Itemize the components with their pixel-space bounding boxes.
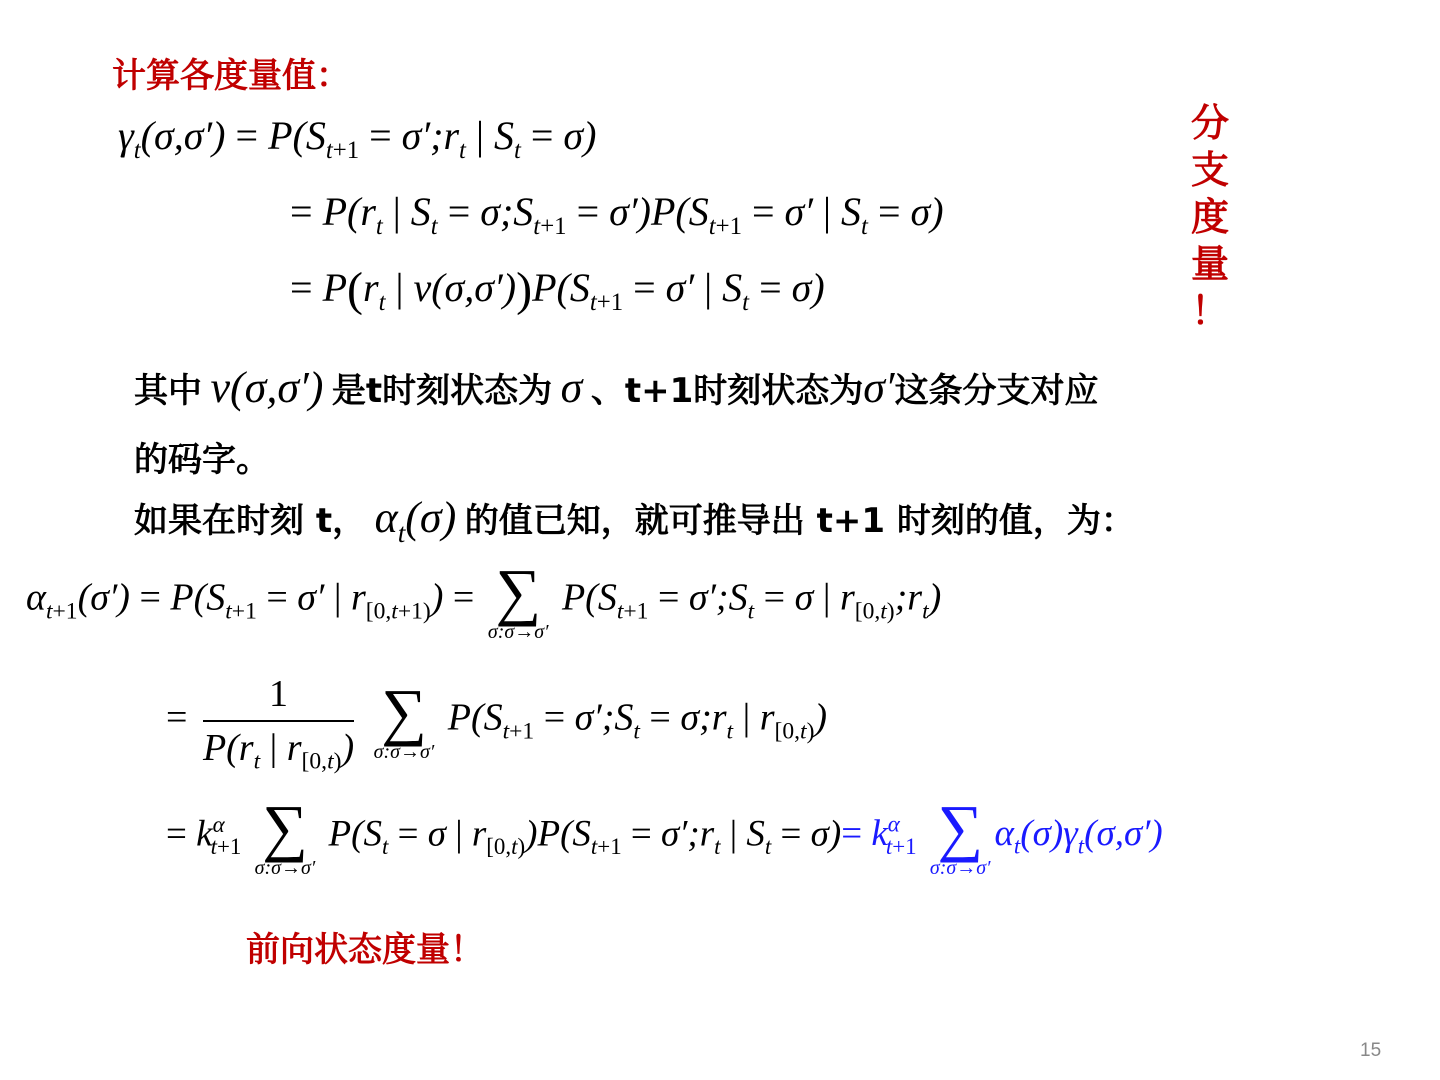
alpha-recursion-result: = $k^\alpha_{t+1}$ ∑ σ:σ→σ′ $\alpha_t(\sigma)\gamma_t(\sigma,\sigma')$ <box>841 792 1163 879</box>
summation-symbol: ∑ σ:σ→σ′ <box>929 792 991 879</box>
gamma-equation-line-3: = $P(r_t$ | $v(\sigma,\sigma'))P(S_{t+1} = \sigma'$ | $S_t = \sigma$) <box>290 263 825 316</box>
para1-prefix: 其中 <box>134 371 202 411</box>
summation-limit: σ:σ→σ′ <box>254 857 316 879</box>
branch-metric-char: ！ <box>1190 289 1229 333</box>
summation-limit: σ:σ→σ′ <box>929 857 991 879</box>
paragraph-codeword-line-2: 的码字。 <box>134 440 270 480</box>
page-number: 15 <box>1360 1040 1382 1061</box>
branch-metric-char: 度 <box>1190 195 1229 239</box>
summation-symbol: ∑ σ:σ→σ′ <box>254 792 316 879</box>
summation-limit: σ:σ→σ′ <box>487 621 549 643</box>
gamma-equation-line-1: $\gamma_t(\sigma,\sigma') = P(S_{t+1}$ = $\sigma';r_t$ | $S_t = \sigma$) <box>118 113 597 164</box>
branch-metric-char: 量 <box>1190 242 1229 286</box>
slide-heading: 计算各度量值： <box>112 56 350 96</box>
para1-mid1: 是t时刻状态为 <box>331 371 553 411</box>
para2-suffix: 的值已知，就可推导出 t+1 时刻的值，为： <box>464 501 1135 541</box>
alpha-equation-line-2: = $\frac{1}{P(r_t | r_{[0,t)})}$ ∑ σ:σ→σ′ $P(S_{t+1}$ = $\sigma';S_t$ = $\sigma;r_t$ | $r_{[0,t)}$) <box>166 673 828 775</box>
branch-metric-label <box>1188 100 1232 335</box>
fraction-numerator: 1 <box>203 672 354 722</box>
alpha-equation-line-3: = $k^\alpha_{t+1}$ ∑ σ:σ→σ′ $P(S_t = \sigma$ | $r_{[0,t)})P(S_{t+1}$ = $\sigma';r_t$ | $S_t = \sigma)= k^\alpha_{t+1}$ ∑ σ:σ→σ′ $\alpha_t(\sigma)\gamma_t(\sigma,\sigma')$ <box>166 792 1163 879</box>
normalization-fraction: $\frac{1}{P(r_t | r_{[0,t)})}$ <box>202 673 355 775</box>
summation-limit: σ:σ→σ′ <box>373 741 435 763</box>
sigma-symbol: σ <box>560 363 583 412</box>
alpha-expression: $\alpha_t(\sigma)$ <box>374 493 457 548</box>
para1-mid2: 、t+1时刻状态为 <box>590 371 864 411</box>
para1-suffix: 这条分支对应 <box>894 371 1099 411</box>
alpha-equation-line-1: $\alpha_{t+1}(\sigma') = P(S_{t+1} = \sigma'$ | $r_{[0,t+1)}$) = ∑ σ:σ→σ′ $P(S_{t+1}$ = $\sigma';S_t = \sigma$ | $r_{[0,t)};r_t$) <box>26 556 942 643</box>
forward-metric-note: 前向状态度量！ <box>246 930 484 970</box>
summation-symbol: ∑ σ:σ→σ′ <box>373 676 435 763</box>
v-expression: v(σ,σ′) <box>210 363 324 412</box>
branch-metric-char: 支 <box>1190 148 1229 192</box>
gamma-equation-line-2: = $P(r_t$ | $S_t$ = $\sigma;S_{t+1} = \sigma')P(S_{t+1} = \sigma'$ | $S_t = \sigma$) <box>290 189 944 240</box>
sigma-prime-symbol: σ′ <box>863 363 895 412</box>
paragraph-codeword <box>134 360 1099 420</box>
para2-prefix: 如果在时刻 t， <box>134 501 367 541</box>
branch-metric-char: 分 <box>1190 101 1229 145</box>
summation-symbol: ∑ σ:σ→σ′ <box>487 556 549 643</box>
paragraph-alpha-known <box>134 490 1135 550</box>
